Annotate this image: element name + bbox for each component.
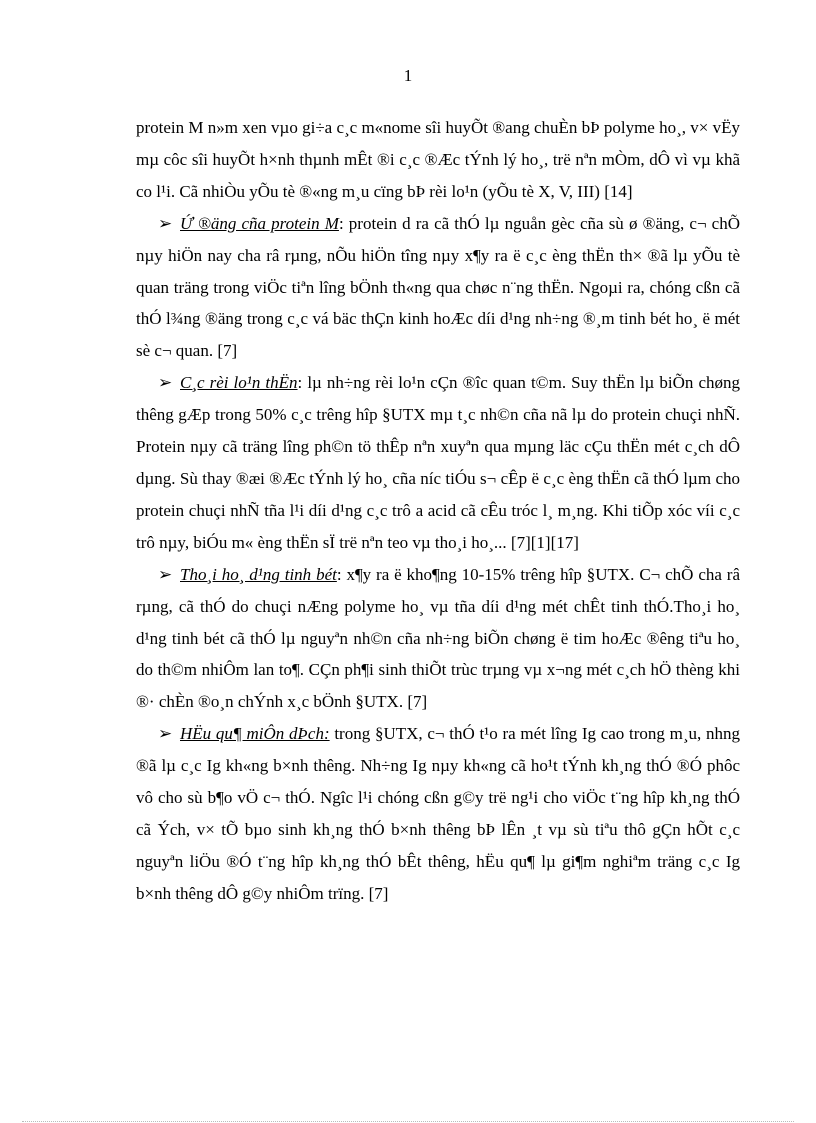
section-immune-consequences <box>136 718 740 909</box>
section-heading: C¸c rèi lo¹n thËn <box>180 373 298 393</box>
arrow-bullet-icon: ➢ <box>158 564 173 584</box>
document-body <box>136 112 740 910</box>
section-body: trong §UTX, c¬ thÓ t¹o ra mét lîng Ig cao trong m¸u, nhng ®ã lµ c¸c Ig kh«ng b×nh thêng. Nh÷ng Ig nµy kh«ng cã ho¹t tÝnh kh¸ng thÓ ®Ó phôc vô cho sù b¶o vÖ c¬ thÓ. Ngîc l¹i chóng cßn g©y trë ng¹i cho viÖc t¨ng hîp kh¸ng thÓ cã Ých, v× tÕ bµo sinh kh¸ng thÓ b×nh thêng bÞ lÊn ¸t vµ sù tiªu thô gÇn hÕt c¸c nguyªn liÖu ®Ó t¨ng hîp kh¸ng thÓ bÊt thêng, hËu qu¶ lµ gi¶m nghiªm träng c¸c Ig b×nh thêng dÔ g©y nhiÔm trïng. [7] <box>136 724 740 903</box>
arrow-bullet-icon: ➢ <box>158 724 173 744</box>
page-bottom-divider <box>22 1121 794 1122</box>
intro-paragraph: protein M n»m xen vµo gi÷a c¸c m«nome sîi huyÕt ®ang chuÈn bÞ polyme ho¸, v× vËy mµ côc sîi huyÕt h×nh thµnh mÊt ®i c¸c ®Æc tÝnh lý ho¸, trë nªn mÒm, dÔ vì vµ khã co l¹i. Cã nhiÒu yÕu tè ®«ng m¸u cïng bÞ rèi lo¹n (yÕu tè X, V, III) [14] <box>136 118 740 201</box>
section-deposition <box>136 208 740 368</box>
section-heading: Ứ ®äng cña protein M <box>180 213 339 233</box>
page-number: 1 <box>403 66 413 85</box>
section-body: : lµ nh÷ng rèi lo¹n cÇn ®îc quan t©m. Suy thËn lµ biÕn chøng thêng gÆp trong 50% c¸c trêng hîp §UTX mµ t¸c nh©n cña nã lµ do protein chuçi nhÑ. Protein nµy cã träng lîng ph©n tö thÊp nªn xuyªn qua mµng läc cÇu thËn mét c¸ch dÔ dµng. Sù thay ®æi ®Æc tÝnh lý ho¸ cña níc tiÓu s¬ cÊp ë c¸c èng thËn cã thÓ lµm cho protein chuçi nhÑ tña l¹i díi d¹ng c¸c trô a acid cã cÊu tróc l¸ m¸ng. Khi tiÕp xóc víi c¸c trô nµy, biÓu m« èng thËn sÏ trë nªn teo vµ tho¸i ho¸... [7][1][17] <box>136 373 740 552</box>
section-heading: HËu qu¶ miÔn dÞch: <box>180 724 330 744</box>
section-heading: Tho¸i ho¸ d¹ng tinh bét <box>180 564 337 584</box>
section-body: : protein d ra cã thÓ lµ nguån gèc cña sù ø ®äng, c¬ chÕ nµy hiÖn nay cha râ rµng, nÕu hiÖn tîng nµy x¶y ra ë c¸c èng thËn th× ®ã lµ yÕu tè quan träng trong viÖc tiªn lîng bÖnh th«ng qua chøc n¨ng thËn. Ngoµi ra, chóng cßn cã thÓ l¾ng ®äng trong c¸c vá bäc thÇn kinh hoÆc díi d¹ng nh÷ng ®¸m tinh bét ho¸ ë mét sè c¬ quan. [7] <box>136 213 741 361</box>
arrow-bullet-icon: ➢ <box>158 373 173 393</box>
arrow-bullet-icon: ➢ <box>158 213 173 233</box>
section-amyloidosis <box>136 559 740 719</box>
section-body: : x¶y ra ë kho¶ng 10-15% trêng hîp §UTX. C¬ chÕ cha râ rµng, cã thÓ do chuçi nÆng polyme ho¸ vµ tña díi d¹ng mét chÊt tinh thÓ.Tho¸i ho¸ d¹ng tinh bét cã thÓ lµ nguyªn nh©n cña nh÷ng biÕn chøng ë tim hoÆc ®êng tiªu ho¸ do th©m nhiÔm lan to¶. CÇn ph¶i sinh thiÕt trùc trµng vµ x¬ng mét c¸ch hÖ thèng khi ®· chÈn ®o¸n chÝnh x¸c bÖnh §UTX. [7] <box>136 564 741 712</box>
section-renal-disorders <box>136 367 740 558</box>
